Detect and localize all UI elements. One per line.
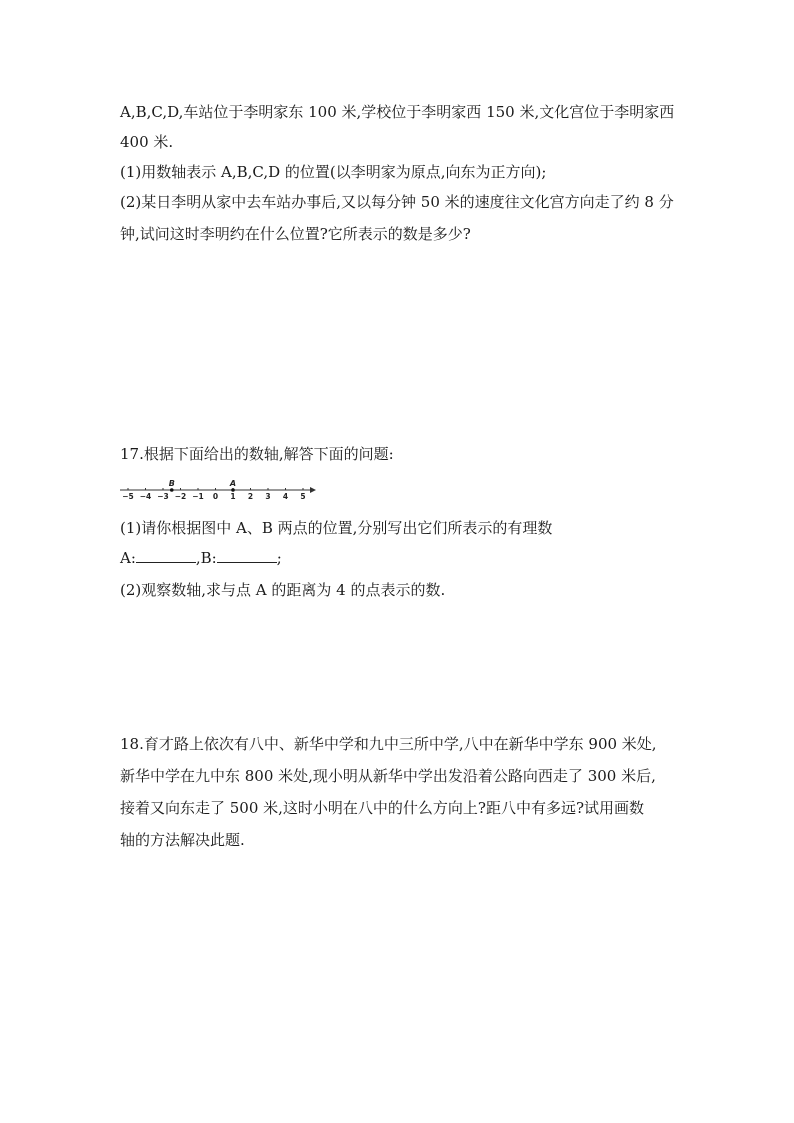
q18-line-4: 轴的方法解决此题. — [120, 831, 245, 849]
q18-line-3: 接着又向东走了 500 米,这时小明在八中的什么方向上?距八中有多远?试用画数 — [120, 799, 645, 817]
number-line-arrow — [310, 487, 316, 493]
tick-label: −4 — [139, 492, 152, 501]
number-line-figure — [118, 478, 318, 504]
tick-label: −5 — [122, 492, 134, 501]
tick-label: 1 — [230, 492, 236, 501]
q17-part-1: (1)请你根据图中 A、B 两点的位置,分别写出它们所表示的有理数 — [120, 519, 553, 537]
point-a-label: A — [229, 479, 237, 488]
tick-label: 5 — [300, 492, 306, 501]
tick-label: −1 — [192, 492, 204, 501]
q16-part-2-line-1: (2)某日李明从家中去车站办事后,又以每分钟 50 米的速度往文化宫方向走了约 8 分 — [120, 193, 674, 211]
q17-answer-line — [120, 548, 282, 568]
point-a-dot — [231, 488, 235, 492]
q16-line-1: A,B,C,D,车站位于李明家东 100 米,学校位于李明家西 150 米,文化宫位于李明家西 — [120, 103, 675, 121]
q18-line-1: 18.育才路上依次有八中、新华中学和九中三所中学,八中在新华中学东 900 米处, — [120, 735, 657, 753]
q16-line-2: 400 米. — [120, 133, 174, 151]
tick-label: 2 — [247, 492, 254, 501]
tick-label: −2 — [174, 492, 187, 501]
tick-label: 0 — [212, 492, 219, 501]
point-b-label: B — [168, 479, 175, 488]
answer-a-label: A: — [120, 549, 136, 567]
q16-part-1: (1)用数轴表示 A,B,C,D 的位置(以李明家为原点,向东为正方向); — [120, 163, 547, 181]
tick-label: 4 — [282, 492, 289, 501]
tick-label: −3 — [157, 492, 169, 501]
answer-b-label: ,B: — [195, 549, 217, 567]
q17-title: 17.根据下面给出的数轴,解答下面的问题: — [120, 445, 394, 463]
q18-line-2: 新华中学在九中东 800 米处,现小明从新华中学出发沿着公路向西走了 300 米后, — [120, 767, 656, 785]
point-b-dot — [170, 488, 174, 492]
answer-a-blank[interactable] — [136, 548, 196, 563]
answer-b-blank[interactable] — [217, 548, 277, 563]
answer-end: ; — [276, 549, 282, 567]
q17-part-2: (2)观察数轴,求与点 A 的距离为 4 的点表示的数. — [120, 581, 446, 599]
tick-label: 3 — [265, 492, 271, 501]
q16-part-2-line-2: 钟,试问这时李明约在什么位置?它所表示的数是多少? — [120, 225, 471, 243]
